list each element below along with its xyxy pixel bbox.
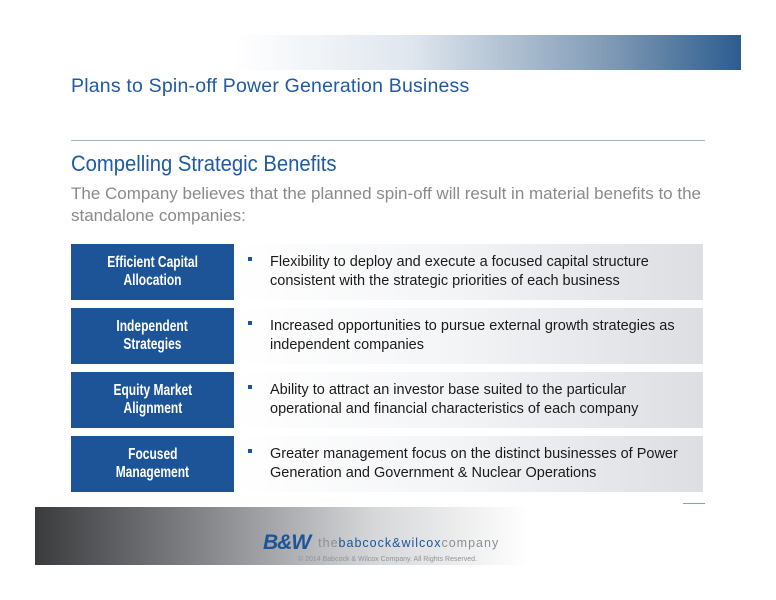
logo-suffix: company (441, 535, 500, 550)
benefit-label-line: Management (115, 464, 190, 481)
section-heading: Compelling Strategic Benefits (71, 151, 337, 176)
company-logo (263, 532, 499, 553)
benefit-body (234, 244, 703, 300)
slide-title: Plans to Spin-off Power Generation Business (71, 75, 470, 97)
benefit-row (71, 308, 703, 364)
header-gradient-band (234, 35, 741, 70)
benefit-text: Flexibility to deploy and execute a focused capital structure consistent with the strategic priorities of each business (270, 254, 649, 289)
intro-text: The Company believes that the planned spin-off will result in material benefits to the standalone companies: (71, 184, 701, 225)
benefit-label-line: Strategies (123, 336, 182, 353)
benefit-label-line: Efficient Capital (107, 254, 198, 271)
logo-highlight: babcock&wilcox (338, 535, 442, 550)
benefit-text: Ability to attract an investor base suited to the particular operational and financial characteristics of each company (270, 382, 639, 417)
benefit-text: Greater management focus on the distinct businesses of Power Generation and Government & Nuclear Operations (270, 446, 678, 481)
bullet-icon (248, 257, 252, 261)
logo-prefix: the (318, 535, 339, 550)
benefit-label-line: Focused (127, 446, 178, 463)
benefit-label (71, 244, 234, 300)
benefit-row (71, 436, 703, 492)
bw-logo-mark: B&W (263, 531, 311, 554)
benefit-text: Increased opportunities to pursue external growth strategies as independent companies (270, 318, 675, 353)
copyright-text: © 2014 Babcock & Wilcox Company. All Rights Reserved. (298, 556, 477, 563)
bullet-icon (248, 321, 252, 325)
benefit-row (71, 244, 703, 300)
bullet-icon (248, 385, 252, 389)
benefit-row (71, 372, 703, 428)
benefit-label (71, 308, 234, 364)
title-divider (71, 140, 705, 141)
benefit-label-line: Independent (116, 318, 189, 335)
benefit-label-line: Equity Market (113, 382, 192, 399)
benefit-body (234, 372, 703, 428)
benefit-label-line: Alignment (123, 400, 182, 417)
benefit-label-line: Allocation (123, 272, 182, 289)
benefit-body (234, 308, 703, 364)
bullet-icon (248, 449, 252, 453)
benefit-label (71, 372, 234, 428)
benefit-body (234, 436, 703, 492)
page-number-rule (683, 503, 705, 504)
benefit-label (71, 436, 234, 492)
logo-wordmark (318, 536, 499, 550)
